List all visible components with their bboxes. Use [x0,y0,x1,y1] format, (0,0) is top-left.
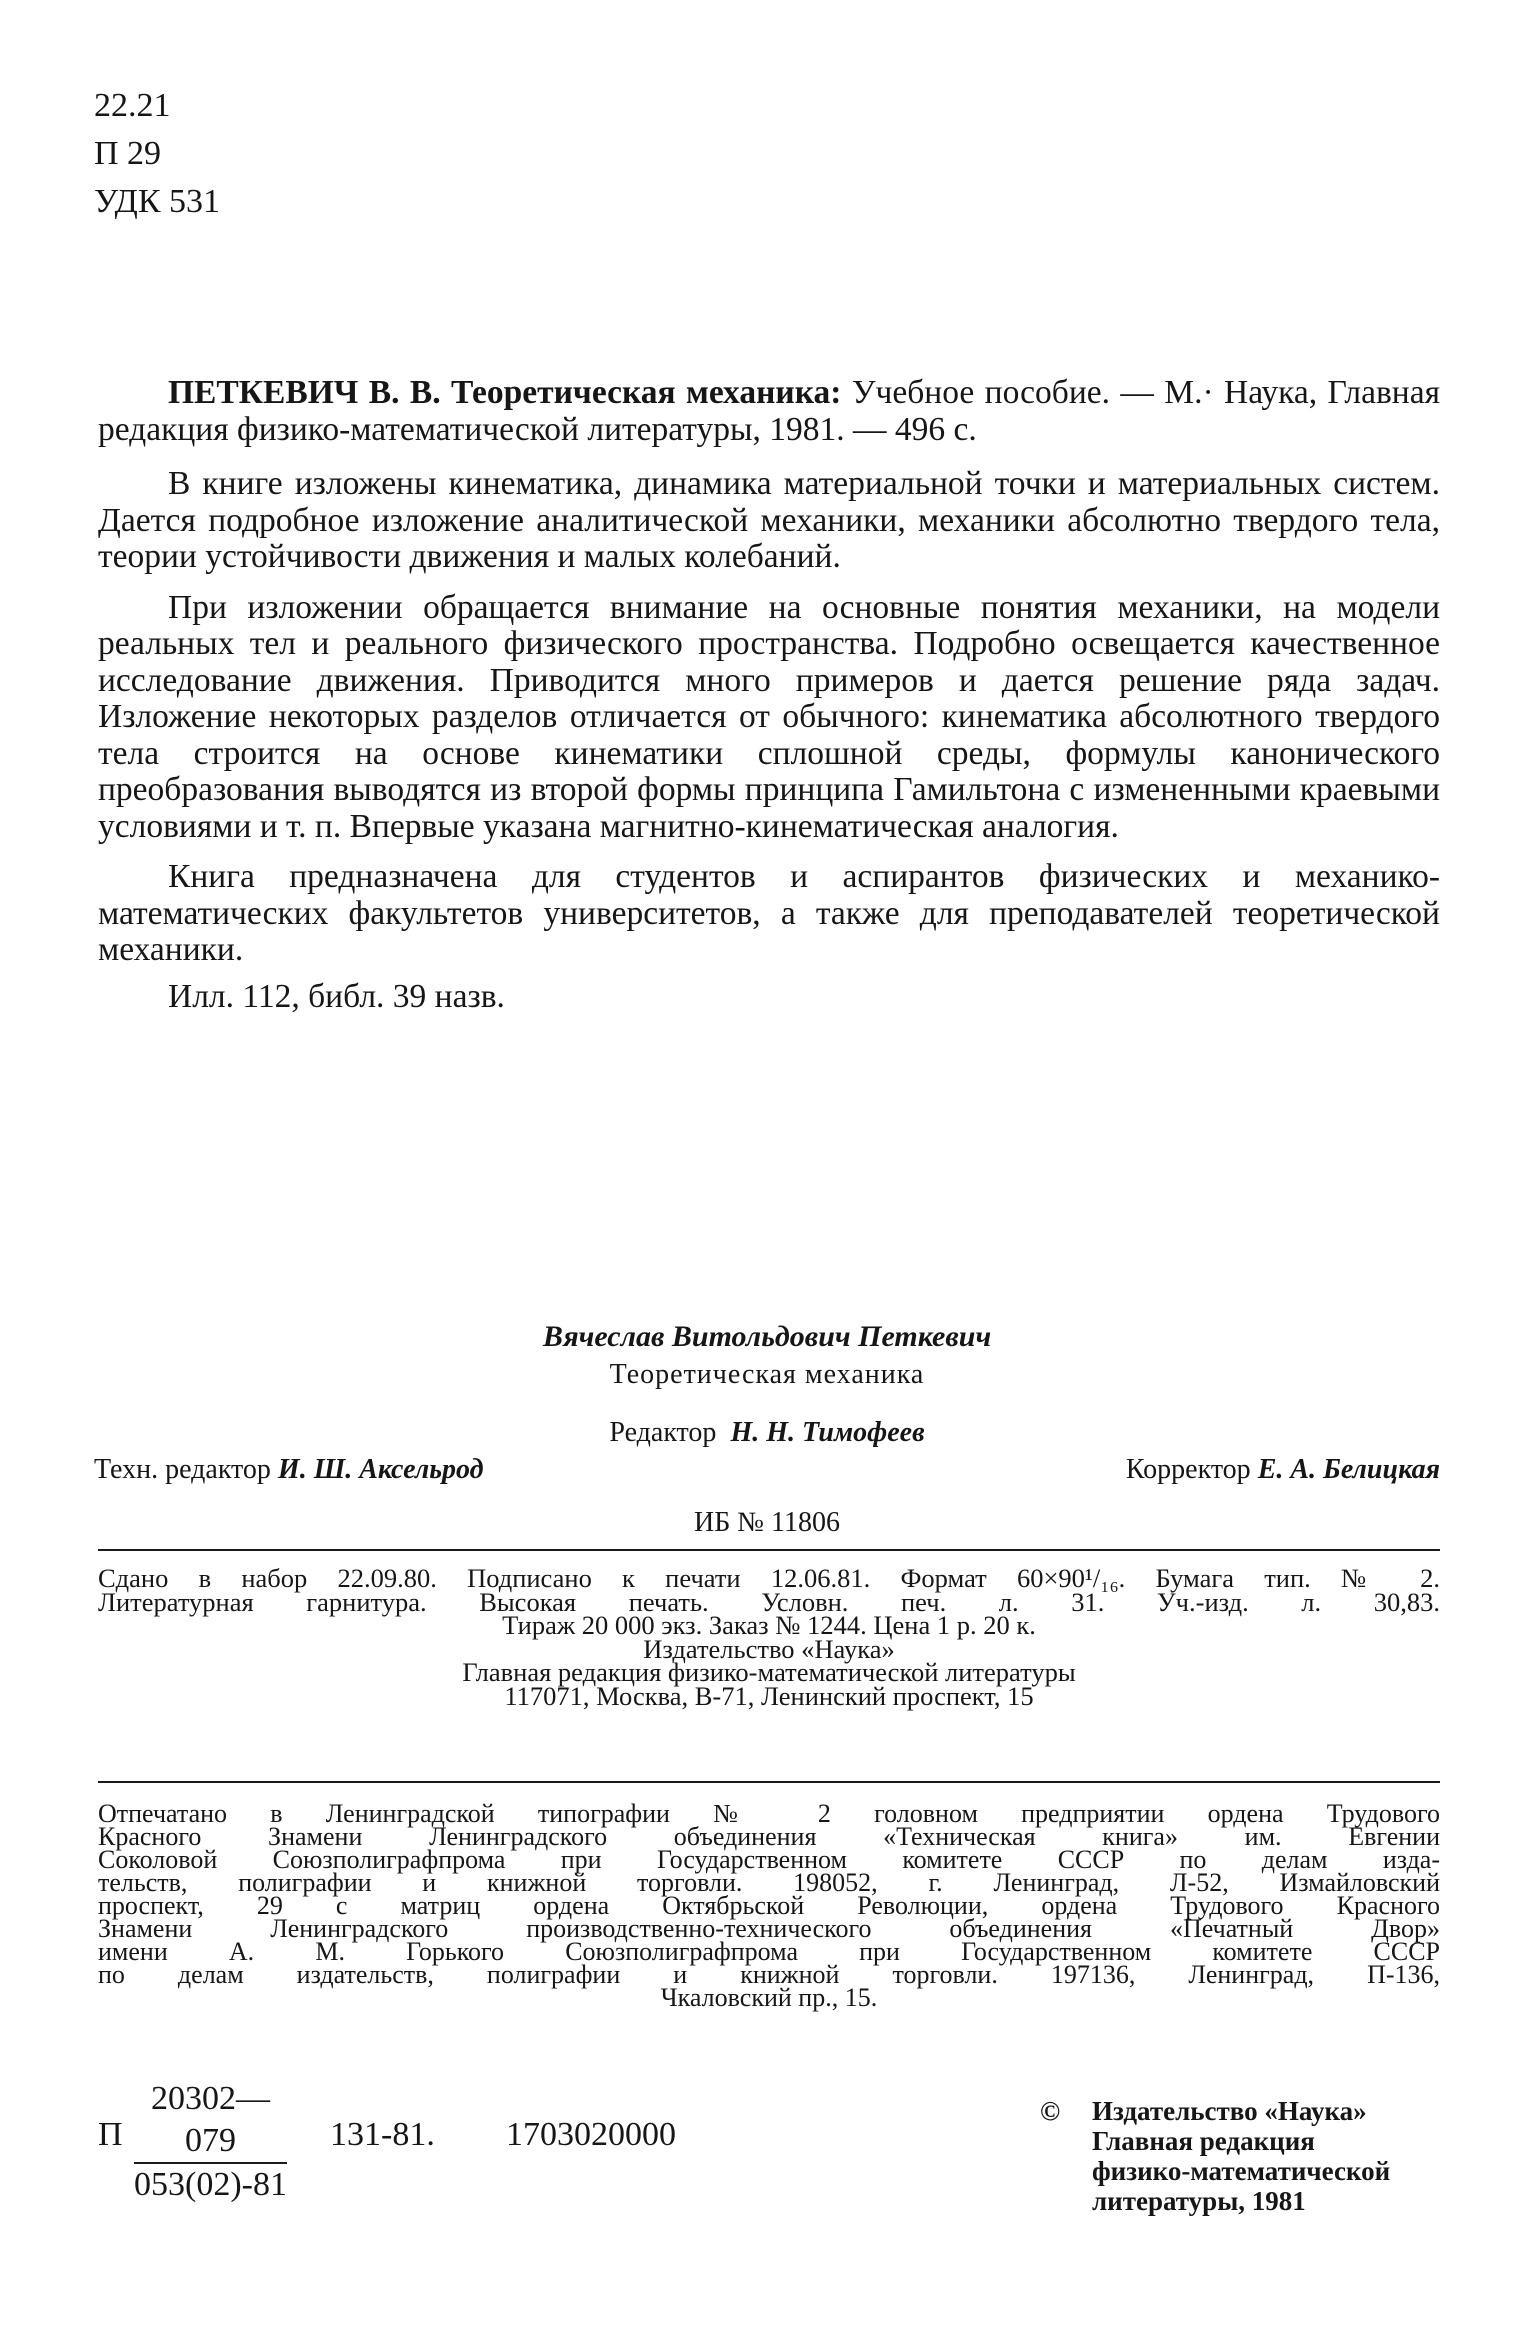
divider-bottom [98,1781,1440,1783]
publication-line: Литературная гарнитура. Высокая печать. Условн. печ. л. 31. Уч.-изд. л. 30,83. [98,1586,1440,1617]
printer-details [98,1799,1440,2012]
copyright-line: Главная редакция [1092,2126,1315,2156]
bibliographic-rest: Учебное пособие. — М.· Наука, [851,374,1318,411]
printer-line: Знамени Ленинградского производственно-технического объединения «Печатный Двор» [98,1914,1440,1943]
printer-line: проспект, 29 с матриц ордена Октябрьской Революции, ордена Трудового Красного [98,1891,1440,1920]
editor-line [94,1414,1440,1452]
publication-line: Главная редакция физико-математической литературы [462,1657,1076,1687]
book-title: Теоретическая механика [609,1359,925,1390]
copyright-lines [1092,2096,1390,2216]
copyright-line: физико-математической [1092,2156,1391,2186]
tech-editor-line [94,1454,484,1486]
publication-line: Тираж 20 000 экз. Заказ № 1244. Цена 1 р. 20 к. [502,1610,1036,1640]
publication-line: Издательство «Наука» [643,1633,895,1664]
printer-line: тельств, полиграфии и книжной торговли. 198052, г. Ленинград, Л-52, Измайловский [98,1868,1440,1897]
ib-number: ИБ № 11806 [694,1507,840,1538]
author-mark: П 29 [94,135,162,172]
bibliographic-publisher: Главная редакция физико-математической литературы, 1981. — 496 с. [98,374,1441,448]
index-numerator: 20302—079 [134,2078,287,2164]
index-fraction [134,2078,287,2206]
copyright-line: литературы, 1981 [1092,2186,1306,2216]
corrector-label: Корректор [1125,1454,1251,1485]
corrector-name: Е. А. Белицкая [1257,1454,1440,1485]
abstract-paragraph-2: При изложении обращается внимание на основные понятия механики, на модели реальных тел и реального физического пространства. Подробно освещается качественное исследование движения. Приводится много примеров и дается решение ряда задач. Изложение некоторых разделов отличается от обычного: кинематика абсолютного твердого тела строится на основе кинематики сплошной среды, формулы канонического преобразования выводятся из второй формы принципа Гамильтона с измененными краевыми условиями и т. п. Впервые указана магнитно-кинематическая аналогия. [98,588,1440,845]
printer-line: Отпечатано в Ленинградской типографии № 2 головном предприятии ордена Трудового [98,1799,1440,1828]
bbk-code: 22.21 [94,87,171,124]
imprint-credits [94,1318,1440,1542]
printer-line: Красного Знамени Ленинградского объединения «Техническая книга» им. Евгении [98,1822,1440,1851]
tech-editor-label: Техн. редактор [94,1454,271,1485]
printer-line: Соколовой Союзполиграфпрома при Государственном комитете СССР по делам изда- [98,1845,1440,1874]
index-prefix: П [98,2116,123,2153]
publication-details [98,1563,1440,1711]
author-title: ПЕТКЕВИЧ В. В. Теоретическая механика: [168,374,842,411]
corrector-line [1126,1454,1440,1486]
bibliographic-entry [98,375,1440,448]
index-number: 1703020000 [506,2116,676,2153]
publication-line: Сдано в набор 22.09.80. Подписано к печати 12.06.81. Формат 60×90¹/₁₆. Бумага тип. № 2. [98,1563,1440,1593]
editor-label: Редактор [609,1417,717,1448]
abstract-block [98,375,1440,1015]
publication-line: 117071, Москва, В-71, Ленинский проспект, 15 [504,1680,1034,1711]
abstract-paragraph-1: В книге изложены кинематика, динамика материальной точки и материальных систем. Дается подробное изложение аналитической механики, механики абсолютно твердого тела, теории устойчивости движения и малых колебаний. [98,465,1440,575]
abstract-paragraph-3: Книга предназначена для студентов и аспирантов физических и механико-математических факультетов университетов, а также для преподавателей теоретической механики. [98,858,1440,968]
printer-line: Чкаловский пр., 15. [660,1983,878,2012]
udc-code: УДК 531 [94,183,221,220]
staff-row [94,1454,1440,1502]
copyright-icon: © [1040,2096,1061,2126]
index-suffix: 131-81. [330,2116,435,2153]
printer-line: имени А. М. Горького Союзполиграфпрома при Государственном комитете СССР [98,1937,1440,1966]
printer-line: по делам издательств, полиграфии и книжной торговли. 197136, Ленинград, П-136, [98,1960,1440,1989]
copyright-line: Издательство «Наука» [1092,2096,1367,2126]
divider-top [98,1549,1440,1551]
tech-editor-name: И. Ш. Аксельрод [277,1454,484,1485]
illustrations-count: Илл. 112, библ. 39 назв. [168,977,505,1015]
author-full-name: Вячеслав Витольдович Петкевич [542,1320,992,1353]
index-denominator: 053(02)-81 [134,2166,287,2203]
classification-block [94,82,220,226]
editor-name: Н. Н. Тимофеев [730,1417,925,1448]
